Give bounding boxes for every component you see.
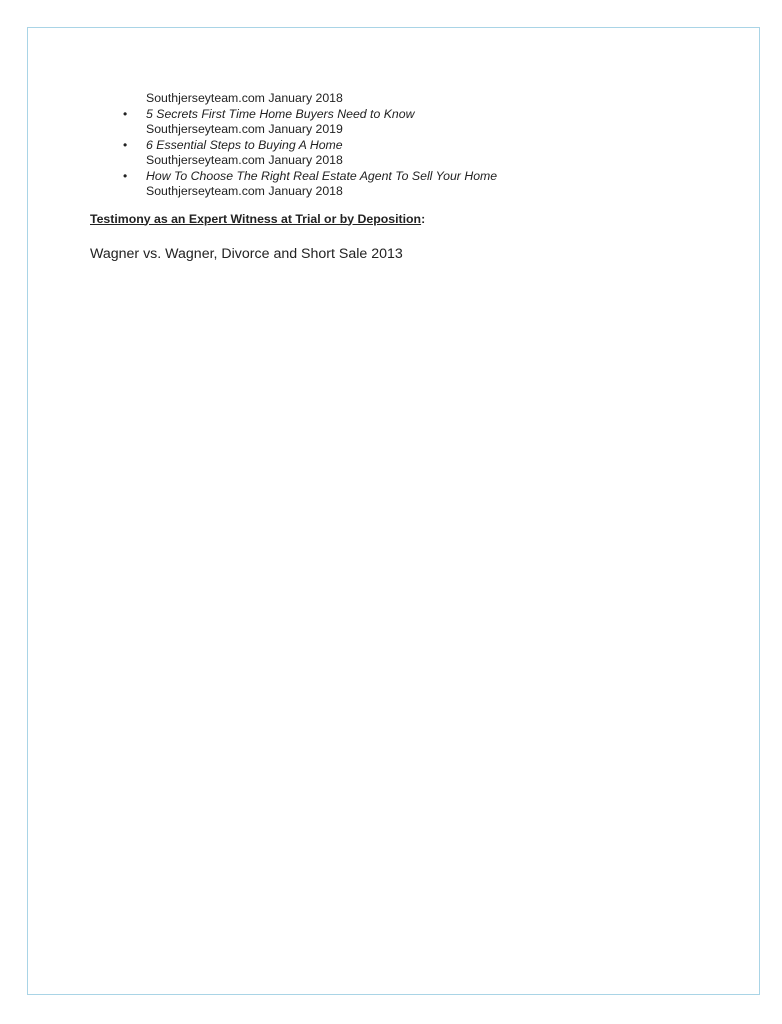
publication-source: Southjerseyteam.com January 2019 [146,122,343,136]
publication-title-text: How To Choose The Right Real Estate Agent To Sell Your Home [146,168,498,183]
publication-title-text: 6 Essential Steps to Buying A Home [146,137,343,152]
document-page [27,27,760,995]
publication-source: Southjerseyteam.com January 2018 [146,91,343,105]
publication-source: Southjerseyteam.com January 2018 [146,184,343,198]
bullet-icon: • [123,168,128,183]
testimony-heading [90,211,730,227]
testimony-heading-text: Testimony as an Expert Witness at Trial or by Deposition [90,211,422,226]
testimony-entry: Wagner vs. Wagner, Divorce and Short Sale 2013 [90,245,403,262]
page-content [90,91,730,263]
publication-title [90,138,730,154]
publication-title-text: 5 Secrets First Time Home Buyers Need to Know [146,106,415,121]
publication-title [90,169,730,185]
bullet-icon: • [123,106,128,121]
publication-title [90,107,730,123]
bullet-icon: • [123,137,128,152]
publication-source: Southjerseyteam.com January 2018 [146,153,343,167]
testimony-heading-colon: : [421,211,426,226]
